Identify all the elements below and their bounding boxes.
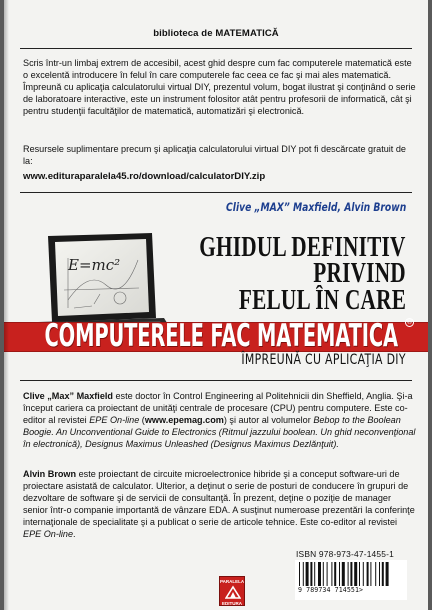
barcode (295, 560, 407, 600)
maxfield-books: Bebop to the Boolean Boogie. An Unconventional Guide to Electronics (Ritmul jazzului boolean. Un ghid neconvenţional în electronică), Designus Maximus Unleashed (Designus Maximus Dezlănţuit). (23, 415, 416, 450)
publisher-logo: PARALELA EDITURA (219, 576, 245, 606)
barcode-digits: 9 789734 714551> (298, 586, 364, 594)
top-divider (20, 48, 412, 49)
intro-paragraph: Scris într-un limbaj extrem de accesibil, acest ghid despre cum fac computerele matematică este o excelentă introducere în felul în care computerele fac ceea ce fac şi mai ales matematică. Împreună cu aplicaţia calculatorului virtual DIY, prezentul volum, bogat ilustrat şi conţinând o serie de laboratoare interactive, este un instrument folositor atât pentru profesorii de informatică, cât şi pentru studenţii facultăţilor de matematică, automatizări şi electronică. (23, 58, 416, 117)
publisher-logo-icon (225, 585, 241, 600)
book-subtitle: ÎMPREUNĂ CU APLICAŢIA DIY (241, 352, 406, 368)
barcode-bars (295, 560, 407, 588)
book-back-cover (4, 0, 428, 610)
magazine-name: EPE On-line (23, 529, 74, 540)
isbn-label: ISBN 978-973-47-1455-1 (296, 549, 394, 559)
middle-divider (20, 192, 412, 193)
maxfield-name: Clive „Max” Maxfield (23, 391, 113, 401)
lower-divider (20, 380, 412, 381)
download-url: www.edituraparalela45.ro/download/calculatorDIY.zip (23, 171, 266, 182)
screen-formula: E=mc² (68, 256, 121, 274)
brown-bio: Alvin Brown este proiectant de circuite microelectronice hibride şi a conceput software-uri de proiectare asistată de calculator. Ulterior, a deţinut o serie de posturi de conducere în grupuri de dezvoltare de software şi de servicii de consultanţă. În prezent, deţine o poziţie de manager senior într-o companie importantă de vânzare EDA. A susţinut numeroase prezentări la conferinţe internaţionale de specialitate şi a publicat o serie de articole tehnice. Este co-editor al revistei EPE On-line. (23, 469, 415, 540)
magazine-name: EPE On-line (89, 415, 140, 426)
download-note: Resursele suplimentare precum şi aplicaţia calculatorului virtual DIY pot fi descărcate gratuit de la: (23, 144, 406, 167)
registered-mark: ® (405, 318, 414, 327)
maxfield-bio: Clive „Max” Maxfield este doctor în Control Engineering al Politehnicii din Sheffield, Anglia. Şi-a început cariera ca proiectant de unităţi centrale de procesare (CPU) pentru computere. Este co-editor al revistei EPE On-line (www.epemag.com) şi autor al volumelor Bebop to the Boolean Boogie. An Unconventional Guide to Electronics (Ritmul jazzului boolean. Un ghid neconvenţional în electronică), Designus Maximus Unleashed (Designus Maximus Dezlănţuit). (23, 391, 416, 450)
magazine-website: www.epemag.com (144, 415, 224, 426)
book-title-line-3: FELUL ÎN CARE (238, 285, 406, 316)
book-title-line-1: GHIDUL DEFINITIV (199, 232, 406, 263)
book-title-band-text: COMPUTERELE FAC MATEMATICA (44, 318, 398, 354)
book-title-line-2: PRIVIND (313, 258, 406, 289)
brown-name: Alvin Brown (23, 469, 77, 479)
series-header: biblioteca de MATEMATICĂ (153, 28, 279, 39)
book-authors: Clive „MAX” Maxfield, Alvin Brown (225, 200, 406, 214)
